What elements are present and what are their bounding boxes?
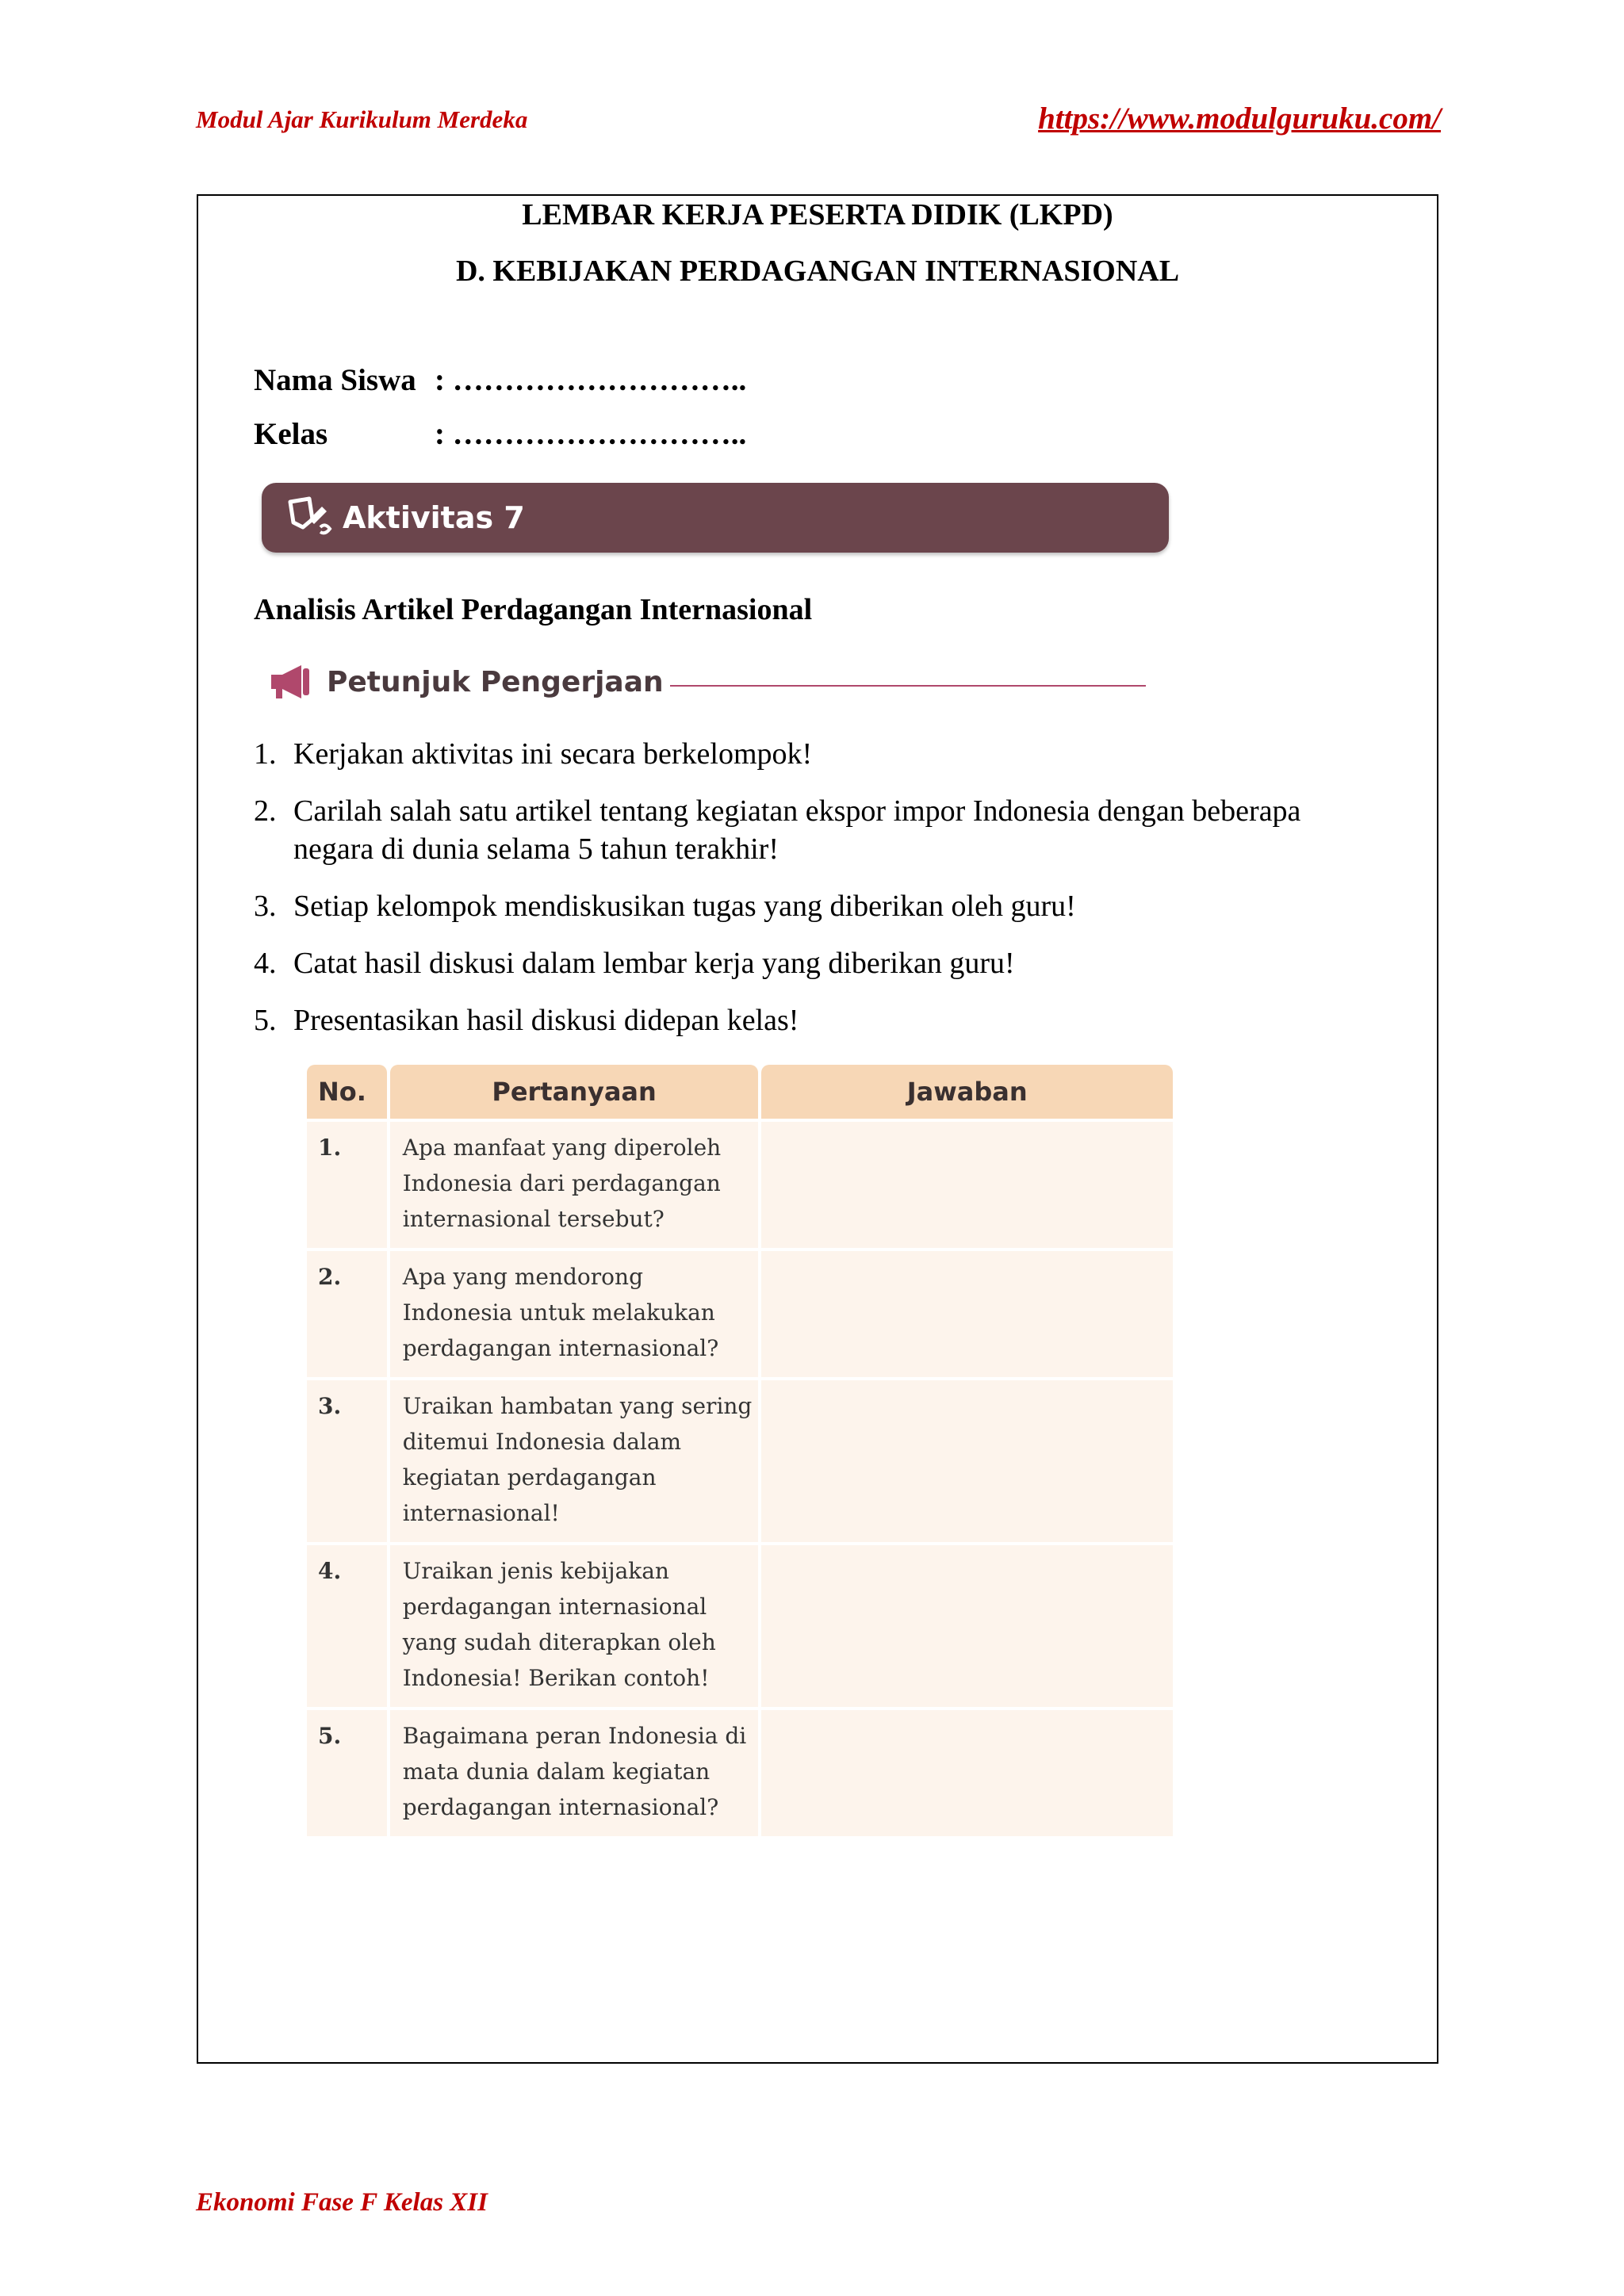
class-label: Kelas <box>254 417 328 451</box>
megaphone-icon <box>270 662 314 702</box>
list-item: 4. Catat hasil diskusi dalam lembar kerja yang diberikan guru! <box>254 947 1015 980</box>
row-question: Apa yang mendorong Indonesia untuk melakukan perdagangan internasional? <box>390 1251 759 1377</box>
student-name-value: : ……………………….. <box>435 363 747 397</box>
list-item: 3. Setiap kelompok mendiskusikan tugas yang diberikan oleh guru! <box>254 890 1076 923</box>
row-number: 4. <box>307 1545 387 1707</box>
column-header-answer: Jawaban <box>761 1065 1173 1119</box>
row-number: 5. <box>307 1710 387 1836</box>
instruction-list <box>254 735 1364 1058</box>
table-row <box>307 1545 1173 1707</box>
question-table <box>304 1062 1176 1839</box>
instructions-heading <box>270 662 1146 702</box>
row-answer[interactable] <box>761 1380 1173 1542</box>
table-row <box>307 1710 1173 1836</box>
instructions-divider <box>670 685 1146 687</box>
table-header-row <box>307 1065 1173 1119</box>
row-answer[interactable] <box>761 1545 1173 1707</box>
row-question: Uraikan jenis kebijakan perdagangan internasional yang sudah diterapkan oleh Indonesia! Berikan contoh! <box>390 1545 759 1707</box>
section-title: Analisis Artikel Perdagangan Internasional <box>254 593 813 626</box>
column-header-no: No. <box>307 1065 387 1119</box>
row-number: 3. <box>307 1380 387 1542</box>
header-website-link[interactable]: https://www.modulguruku.com/ <box>1038 101 1441 136</box>
worksheet-subtitle: D. KEBIJAKAN PERDAGANGAN INTERNASIONAL <box>455 254 1180 288</box>
table-row <box>307 1380 1173 1542</box>
activity-banner <box>262 483 1169 553</box>
instructions-label: Petunjuk Pengerjaan <box>327 665 664 698</box>
activity-label: Aktivitas 7 <box>343 500 525 535</box>
header-module-title: Modul Ajar Kurikulum Merdeka <box>196 105 528 133</box>
row-question: Bagaimana peran Indonesia di mata dunia dalam kegiatan perdagangan internasional? <box>390 1710 759 1836</box>
class-field <box>254 416 746 452</box>
table-row <box>307 1122 1173 1248</box>
row-question: Apa manfaat yang diperoleh Indonesia dari perdagangan internasional tersebut? <box>390 1122 759 1248</box>
student-name-label: Nama Siswa <box>254 363 416 397</box>
row-number: 1. <box>307 1122 387 1248</box>
row-question: Uraikan hambatan yang sering ditemui Indonesia dalam kegiatan perdagangan internasional! <box>390 1380 759 1542</box>
row-answer[interactable] <box>761 1122 1173 1248</box>
list-item: 5. Presentasikan hasil diskusi didepan kelas! <box>254 1004 799 1037</box>
worksheet-title: LEMBAR KERJA PESERTA DIDIK (LKPD) <box>522 198 1113 232</box>
table-row <box>307 1251 1173 1377</box>
student-name-field <box>254 362 746 398</box>
list-item: 2. Carilah salah satu artikel tentang kegiatan ekspor impor Indonesia dengan beberapa negara di dunia selama 5 tahun terakhir! <box>254 794 1301 866</box>
row-answer[interactable] <box>761 1251 1173 1377</box>
class-value: : ……………………….. <box>435 417 747 451</box>
row-number: 2. <box>307 1251 387 1377</box>
list-item: 1. Kerjakan aktivitas ini secara berkelompok! <box>254 737 813 771</box>
worksheet-frame <box>197 194 1438 2064</box>
footer-subject-label: Ekonomi Fase F Kelas XII <box>196 2188 488 2217</box>
pencil-paper-icon <box>285 496 335 540</box>
row-answer[interactable] <box>761 1710 1173 1836</box>
column-header-question: Pertanyaan <box>390 1065 759 1119</box>
